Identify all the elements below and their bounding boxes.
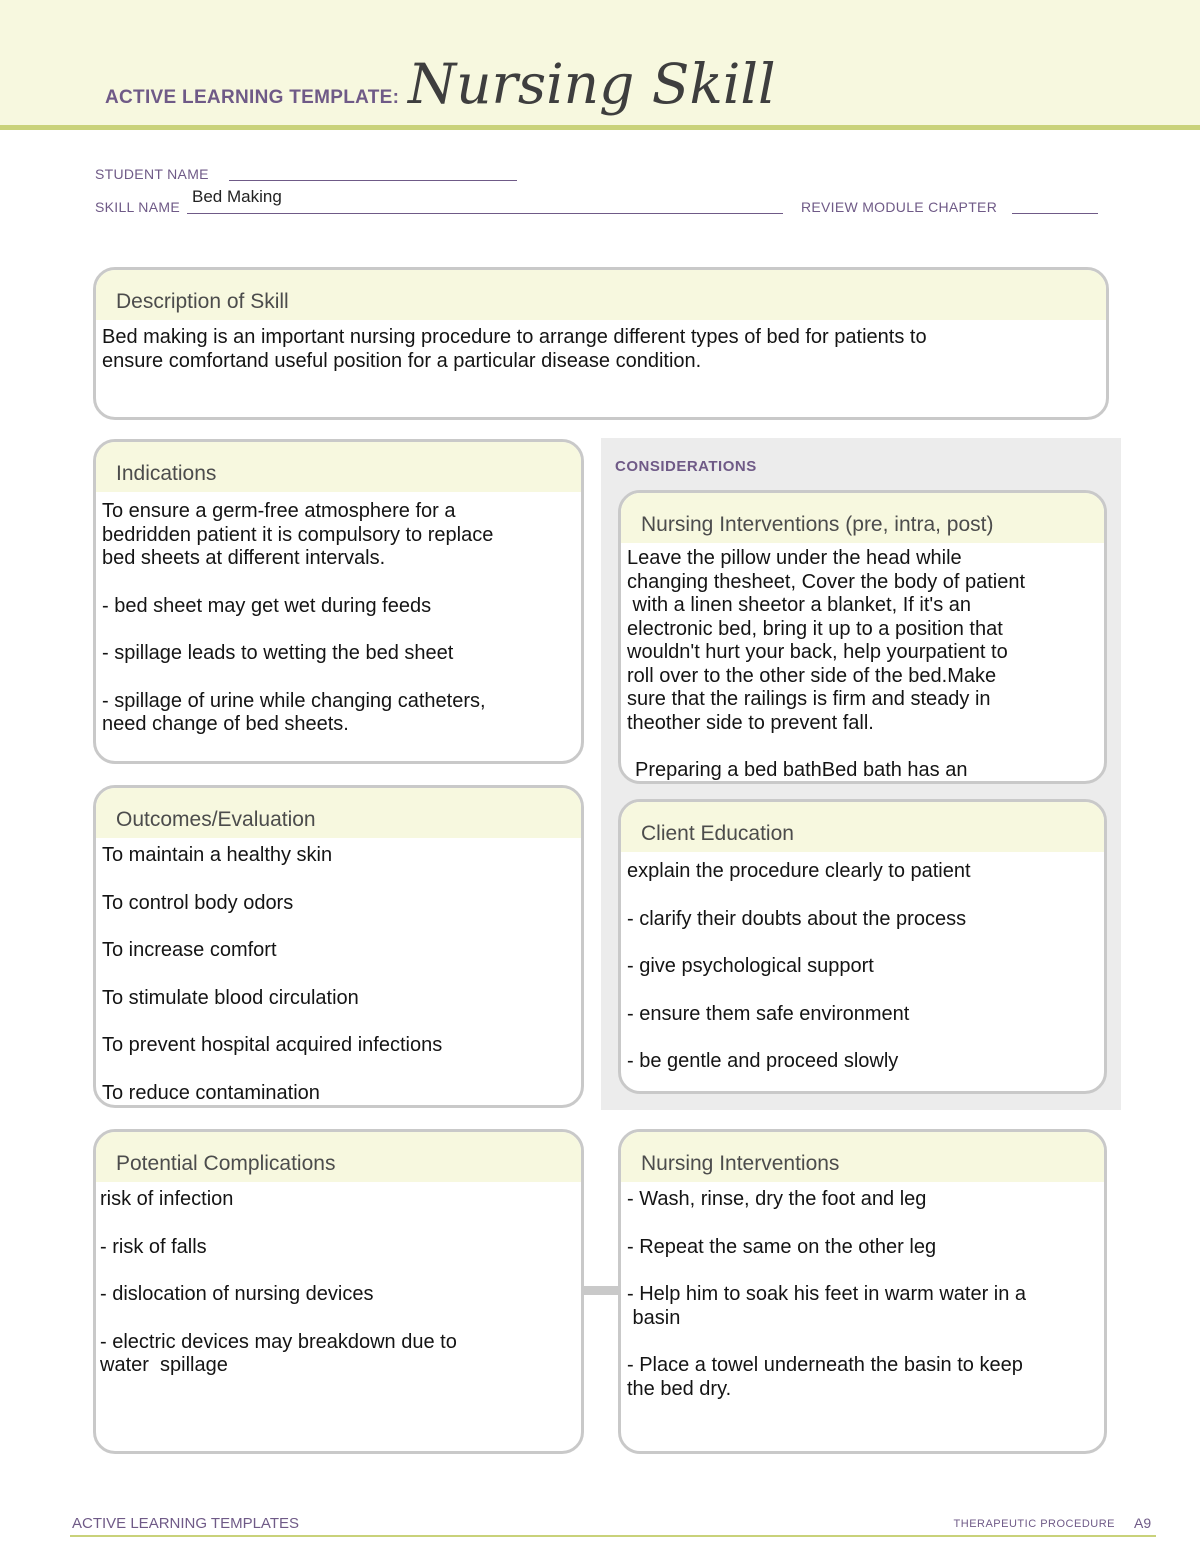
nursing-interventions-ppp-text[interactable] [621, 543, 1104, 783]
text-line: water spillage [100, 1354, 228, 1376]
indications-text[interactable] [96, 492, 581, 737]
outcomes-title: Outcomes/Evaluation [96, 788, 581, 838]
list-item: - give psychological support [627, 955, 874, 977]
nursing-interventions-ppp-title: Nursing Interventions (pre, intra, post) [621, 493, 1104, 543]
list-item: explain the procedure clearly to patient [627, 860, 971, 882]
client-education-title: Client Education [621, 802, 1104, 852]
list-item: To prevent hospital acquired infections [102, 1034, 443, 1056]
list-item: - risk of falls [100, 1235, 207, 1258]
text-line: basin [627, 1306, 681, 1329]
text-line: changing thesheet, Cover the body of patient [627, 570, 1026, 593]
list-item: To reduce contamination [102, 1081, 320, 1104]
nursing-interventions-ppp-box [618, 490, 1107, 784]
list-item: - clarify their doubts about the process [627, 907, 967, 930]
text-line: - electric devices may breakdown due to [100, 1330, 457, 1353]
list-item: - spillage leads to wetting the bed sheet [102, 642, 454, 664]
potential-complications-title: Potential Complications [96, 1132, 581, 1182]
footer-page: A9 [1134, 1515, 1152, 1531]
list-item: Preparing a bed bathBed bath has an [635, 759, 968, 781]
page-title: Nursing Skill [408, 52, 776, 116]
text-line: electronic bed, bring it up to a position that [627, 617, 1003, 640]
text-line: theother side to prevent fall. [627, 711, 874, 734]
text-line: wouldn't hurt your back, help yourpatient to [627, 641, 1008, 663]
considerations-label: CONSIDERATIONS [615, 458, 757, 475]
text-line: bedridden patient it is compulsory to replace [102, 523, 494, 546]
footer-rule [70, 1535, 1156, 1537]
text-line: - Help him to soak his feet in warm water in a [627, 1283, 1027, 1305]
footer-right [954, 1518, 1115, 1530]
list-item: - dislocation of nursing devices [100, 1283, 374, 1305]
description-box [93, 267, 1109, 420]
text-line: - Place a towel underneath the basin to keep [627, 1354, 1023, 1376]
skill-name-value: Bed Making [192, 187, 282, 206]
list-item: To control body odors [102, 891, 294, 914]
client-education-box [618, 799, 1107, 1094]
description-text[interactable] [96, 320, 1106, 373]
review-module-label: REVIEW MODULE CHAPTER [801, 199, 998, 215]
nursing-interventions-text[interactable] [621, 1182, 1104, 1401]
review-module-field[interactable] [1012, 213, 1098, 214]
list-item: To stimulate blood circulation [102, 986, 359, 1009]
indications-title: Indications [96, 442, 581, 492]
template-label: ACTIVE LEARNING TEMPLATE: [105, 87, 400, 108]
description-title: Description of Skill [96, 270, 1106, 320]
list-item: risk of infection [100, 1188, 234, 1210]
list-item: - be gentle and proceed slowly [627, 1050, 899, 1072]
nursing-interventions-box [618, 1129, 1107, 1454]
footer-right-text: THERAPEUTIC PROCEDURE [953, 1518, 1115, 1530]
list-item: - Wash, rinse, dry the foot and leg [627, 1188, 927, 1210]
client-education-text[interactable] [621, 852, 1104, 1074]
list-item: - Repeat the same on the other leg [627, 1235, 937, 1258]
list-item: To maintain a healthy skin [102, 844, 333, 866]
text-line: the bed dry. [627, 1377, 732, 1400]
potential-complications-text[interactable] [96, 1182, 581, 1378]
text-line: need change of bed sheets. [102, 713, 349, 735]
list-item: - ensure them safe environment [627, 1002, 910, 1025]
text-line: To ensure a germ-free atmosphere for a [102, 500, 456, 522]
text-line: roll over to the other side of the bed.Make [627, 664, 997, 687]
outcomes-box [93, 785, 584, 1108]
list-item: To increase comfort [102, 939, 277, 961]
text-line: ensure comfortand useful position for a particular disease condition. [102, 349, 702, 372]
text-line: Bed making is an important nursing procedure to arrange different types of bed for patients to [102, 326, 927, 348]
text-line: Leave the pillow under the head while [627, 547, 962, 569]
outcomes-text[interactable] [96, 838, 581, 1105]
nursing-interventions-title: Nursing Interventions [621, 1132, 1104, 1182]
text-line: with a linen sheetor a blanket, If it's an [627, 594, 972, 616]
student-name-label: STUDENT NAME [95, 166, 209, 182]
student-name-field[interactable] [229, 180, 517, 181]
text-line: bed sheets at different intervals. [102, 547, 386, 569]
indications-box [93, 439, 584, 764]
skill-name-field[interactable] [187, 213, 783, 214]
potential-complications-box [93, 1129, 584, 1454]
list-item: - bed sheet may get wet during feeds [102, 594, 432, 617]
text-line: sure that the railings is firm and steady in [627, 688, 991, 710]
skill-name-label: SKILL NAME [95, 199, 180, 215]
text-line: - spillage of urine while changing catheters, [102, 689, 486, 712]
connector-bar [583, 1286, 621, 1295]
footer-left: ACTIVE LEARNING TEMPLATES [72, 1515, 299, 1532]
